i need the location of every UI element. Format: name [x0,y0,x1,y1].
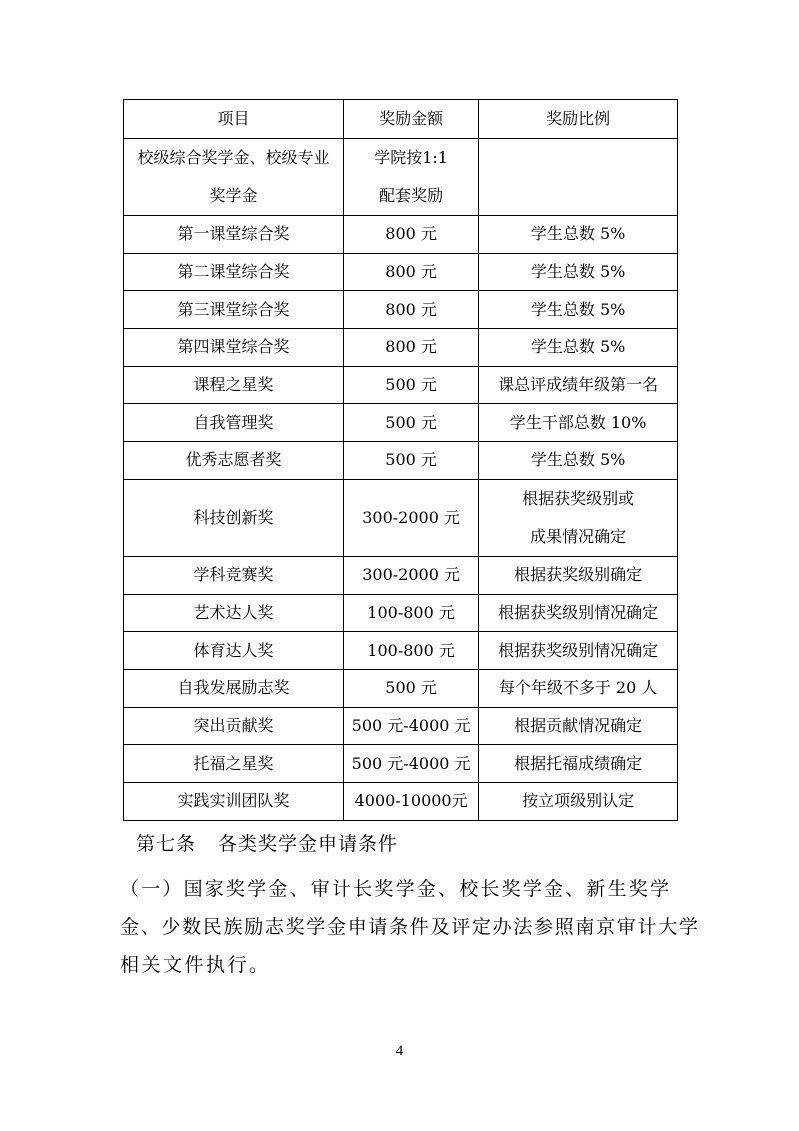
cell-text: 第三课堂综合奖 [177,299,290,319]
cell-text: 自我管理奖 [193,412,274,432]
article-heading [136,825,799,863]
award-amount-cell [343,594,478,632]
cell-text: 根据贡献情况确定 [514,715,643,735]
cell-text: 根据获奖级别或 [522,488,635,508]
award-amount-cell [343,404,478,442]
cell-text: 课总评成绩年级第一名 [498,375,659,395]
cell-text: 500 元-4000 元 [351,753,471,773]
award-amount-cell [343,253,478,291]
award-ratio-cell [479,479,678,556]
cell-text: 校级综合奖学金、校级专业 [137,148,330,167]
award-ratio-cell [479,253,678,291]
award-amount-cell [343,556,478,594]
award-ratio-cell [479,632,678,670]
cell-text: 体育达人奖 [193,640,274,660]
award-ratio-cell [479,556,678,594]
cell-text: 学生总数 5% [530,299,626,319]
award-amount-cell [343,669,478,707]
header-item: 项目 [124,100,344,139]
award-ratio-cell [479,291,678,329]
cell-text: 学生总数 5% [530,262,626,282]
cell-text: 800 元 [385,337,437,357]
cell-text: 艺术达人奖 [193,602,274,622]
award-ratio-cell [479,745,678,783]
cell-text: 学生总数 5% [530,337,626,357]
cell-text: 根据获奖级别情况确定 [498,602,659,622]
cell-text: 500 元 [385,375,437,395]
award-ratio-cell [479,404,678,442]
cell-text: 学院按1:1 [374,148,448,167]
table-row [124,216,678,254]
cell-text: 300-2000 元 [362,565,460,585]
cell-text: 实践实训团队奖 [177,791,290,811]
paragraph-line: 金、少数民族励志奖学金申请条件及评定办法参照南京审计大学 [120,916,700,938]
award-ratio-cell [479,366,678,404]
table-row [124,669,678,707]
award-amount-cell [343,366,478,404]
cell-text: 学生总数 5% [530,450,626,470]
cell-text: 按立项级别认定 [522,791,635,811]
award-name-cell [124,253,344,291]
table-header-row [124,100,678,139]
cell-text: 突出贡献奖 [193,715,274,735]
award-amount-cell [343,329,478,367]
table-row [124,253,678,291]
award-name-cell [124,404,344,442]
table-row [124,139,678,216]
award-name-cell [124,745,344,783]
article-number: 第七条 [136,833,197,855]
award-amount-cell [343,139,478,216]
table-row [124,442,678,480]
award-amount-cell [343,216,478,254]
header-ratio: 奖励比例 [479,100,678,139]
table-row [124,366,678,404]
cell-text: 4000-10000元 [354,791,468,811]
award-amount-cell [343,632,478,670]
cell-text: 学生干部总数 10% [509,412,647,432]
award-ratio-cell [479,707,678,745]
cell-text: 100-800 元 [367,640,455,660]
award-ratio-cell [479,216,678,254]
award-name-cell [124,669,344,707]
paragraph-line: （一）国家奖学金、审计长奖学金、校长奖学金、新生奖学 [120,878,672,900]
cell-text: 学生总数 5% [530,224,626,244]
table-row [124,745,678,783]
cell-text: 托福之星奖 [193,753,274,773]
award-amount-cell [343,745,478,783]
award-name-cell [124,366,344,404]
cell-text: 优秀志愿者奖 [185,450,282,470]
award-name-cell [124,782,344,820]
award-ratio-cell [479,782,678,820]
award-name-cell [124,442,344,480]
table-row [124,329,678,367]
award-name-cell [124,479,344,556]
award-ratio-cell [479,139,678,216]
table-row [124,632,678,670]
cell-text: 成果情况确定 [530,526,627,546]
award-amount-cell [343,782,478,820]
award-name-cell [124,594,344,632]
article-title: 各类奖学金申请条件 [218,833,399,855]
award-table [123,99,678,821]
table-row [124,782,678,820]
table-row [124,404,678,442]
cell-text: 配套奖励 [379,186,444,205]
table-body [124,139,678,821]
cell-text: 800 元 [385,224,437,244]
award-name-cell [124,556,344,594]
cell-text: 300-2000 元 [362,507,460,527]
page-number: 4 [395,1043,404,1059]
table-row [124,707,678,745]
cell-text: 500 元 [385,678,437,698]
cell-text: 500 元 [385,412,437,432]
award-ratio-cell [479,442,678,480]
award-ratio-cell [479,594,678,632]
award-name-cell [124,291,344,329]
cell-text: 第一课堂综合奖 [177,224,290,244]
cell-text: 根据获奖级别确定 [514,565,643,585]
header-amount: 奖励金额 [343,100,478,139]
cell-text: 课程之星奖 [193,375,274,395]
award-name-cell [124,329,344,367]
table-row [124,556,678,594]
cell-text: 学科竞赛奖 [193,565,274,585]
cell-text: 奖学金 [209,186,258,205]
cell-text: 根据托福成绩确定 [514,753,643,773]
award-name-cell [124,216,344,254]
table-row [124,479,678,556]
cell-text: 第四课堂综合奖 [177,337,290,357]
award-ratio-cell [479,329,678,367]
award-name-cell [124,707,344,745]
award-ratio-cell [479,669,678,707]
award-amount-cell [343,707,478,745]
award-amount-cell [343,442,478,480]
table-row [124,594,678,632]
award-name-cell [124,632,344,670]
cell-text: 500 元 [385,450,437,470]
table-row [124,291,678,329]
cell-text: 100-800 元 [367,602,455,622]
cell-text: 800 元 [385,262,437,282]
cell-text: 第二课堂综合奖 [177,262,290,282]
award-amount-cell [343,291,478,329]
cell-text: 根据获奖级别情况确定 [498,640,659,660]
award-name-cell [124,139,344,216]
award-amount-cell [343,479,478,556]
cell-text: 500 元-4000 元 [351,715,471,735]
cell-text: 自我发展励志奖 [177,678,290,698]
cell-text: 800 元 [385,299,437,319]
cell-text: 每个年级不多于 20 人 [498,678,658,698]
paragraph-line: 相关文件执行。 [120,954,271,976]
cell-text: 科技创新奖 [193,507,274,527]
